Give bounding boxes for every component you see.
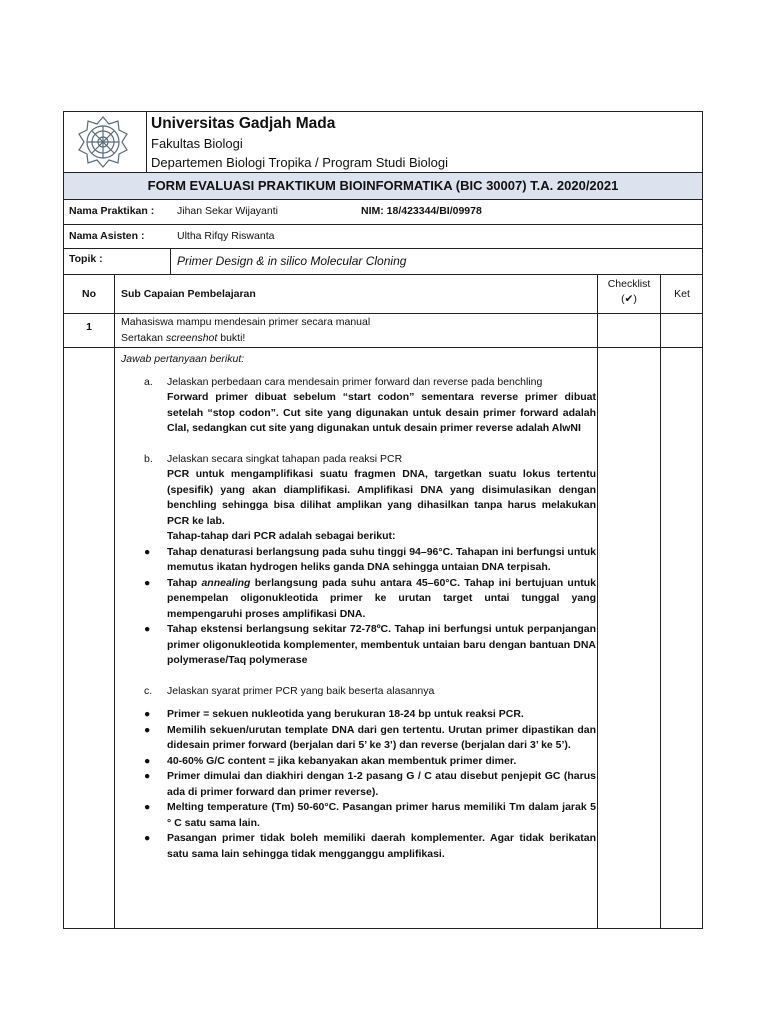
list-item: ● Melting temperature (Tm) 50-60°C. Pasangan primer harus memiliki Tm dalam jarak 5 ° C satu sama lain. [144,801,596,829]
praktikan-label: Nama Praktikan : [69,205,155,217]
question-b-text: Jelaskan secara singkat tahapan pada reaksi PCR [167,452,403,465]
bullet-icon: ● [144,576,151,589]
question-b-block [144,452,596,669]
bullet-icon: ● [144,723,151,736]
question-a-block [144,375,596,437]
col-divider [660,314,661,347]
question-b-marker: b. [144,452,153,465]
header-ket: Ket [674,288,690,300]
header-checkmark: (✔) [621,293,637,305]
topik-row [63,249,703,275]
bullet-icon: ● [144,754,151,767]
asisten-label: Nama Asisten : [69,230,145,242]
header-checklist: Checklist [607,278,651,290]
asisten-name: Ultha Rifqy Riswanta [177,230,275,242]
list-item: ● Memilih sekuen/urutan template DNA dari gen tertentu. Urutan primer dipastikan dan didesain primer forward (berjalan dari 5’ ke 3’) dan reverse (berjalan dari 3’ ke 5’). [144,723,596,751]
question-a-marker: a. [144,375,153,388]
list-item: ● Primer = sekuen nukleotida yang berukuran 18-24 bp untuk reaksi PCR. [144,707,596,723]
header-no: No [82,288,96,300]
praktikan-name: Jihan Sekar Wijayanti [177,205,278,217]
topik-label: Topik : [69,253,103,265]
answer-b-steps-intro: Tahap-tahap dari PCR adalah sebagai berikut: [167,530,396,542]
answer-content [121,352,596,862]
bullet-icon: ● [144,708,151,720]
faculty-name: Fakultas Biologi [151,136,243,151]
step-denaturasi: ● Tahap denaturasi berlangsung pada suhu tinggi 94–96°C. Tahapan ini berfungsi untuk memutus ikatan hydrogen heliks ganda DNA sehingga untaian DNA terpisah. [144,545,596,573]
bullet-icon: ● [144,623,151,635]
table-header-row [63,275,703,314]
question-a-text: Jelaskan perbedaan cara mendesain primer forward dan reverse pada benchling [167,375,543,388]
topik-divider [170,249,171,274]
col-divider [114,275,115,313]
question-c-text: Jelaskan syarat primer PCR yang baik beserta alasannya [167,684,435,697]
bullet-icon: ● [144,545,151,558]
item-1-row [63,314,703,348]
list-item: ● Primer dimulai dan diakhiri dengan 1-2 pasang G / C atau disebut penjepit GC (harus ada di primer forward dan primer reverse). [144,770,596,798]
question-a [144,375,596,391]
bullet-icon: ● [144,832,151,844]
col-divider [660,348,661,928]
item-1-line2: Sertakan screenshot bukti! [121,332,246,344]
university-name: Universitas Gadjah Mada [151,115,336,132]
col-divider [114,314,115,347]
form-header [63,111,703,172]
nim-value: NIM: 18/423344/BI/09978 [361,205,482,217]
question-b [144,452,596,468]
praktikan-row [63,200,703,225]
form-title: FORM EVALUASI PRAKTIKUM BIOINFORMATIKA (BIC 30007) T.A. 2020/2021 [63,172,703,200]
logo-cell [64,112,147,172]
list-item: ● Pasangan primer tidak boleh memiliki daerah komplementer. Agar tidak berikatan satu sama lain sehingga tidak mengganggu amplifikasi. [144,832,596,860]
list-item: ● 40-60% G/C content = jika kebanyakan akan membentuk primer dimer. [144,754,596,770]
ugm-seal-logo [75,114,131,170]
col-divider [597,314,598,347]
step-ekstensi: ● Tahap ekstensi berlangsung sekitar 72-78ºC. Tahap ini berfungsi untuk perpanjangan primer oligonukleotida komplementer, membentuk untaian baru dengan bantuan DNA polymerase/Taq polymerase [144,623,596,666]
item-1-line1: Mahasiswa mampu mendesain primer secara manual [121,316,371,328]
col-divider [114,348,115,928]
answer-c-list [144,707,596,862]
answer-row [63,348,703,929]
col-divider [597,348,598,928]
bullet-icon: ● [144,770,151,782]
question-c-marker: c. [144,684,153,697]
question-c [144,684,596,700]
item-1-number: 1 [86,321,92,333]
evaluation-form [63,111,703,929]
header-sub-capaian: Sub Capaian Pembelajaran [121,288,256,300]
bullet-icon: ● [144,801,151,813]
instruction-text: Jawab pertanyaan berikut: [121,353,245,365]
answer-a: Forward primer dibuat sebelum “start codon” sementara reverse primer dibuat setelah “stop codon”. Cut site yang digunakan untuk desain primer forward adalah ClaI, sedangkan cut site yang digunakan untuk desain primer reverse adalah AlwNI [167,391,596,434]
answer-b: PCR untuk mengamplifikasi suatu fragmen DNA, targetkan suatu lokus tertentu (spesifik) yang akan diamplifikasi. Amplifikasi DNA yang disimulasikan dengan benchling sehingga bisa dilihat amplikan yang dihasilkan tanpa harus melakukan PCR ke lab. [167,468,596,527]
department-name: Departemen Biologi Tropika / Program Studi Biologi [151,155,448,170]
asisten-row [63,225,703,249]
question-c-block [144,684,596,863]
step-annealing: ● Tahap annealing berlangsung pada suhu antara 45–60°C. Tahap ini bertujuan untuk penempelan oligonukleotida primer ke urutan target untai tunggal yang mempengaruhi proses amplifikasi DNA. [144,576,597,620]
topik-value: Primer Design & in silico Molecular Cloning [177,254,407,268]
